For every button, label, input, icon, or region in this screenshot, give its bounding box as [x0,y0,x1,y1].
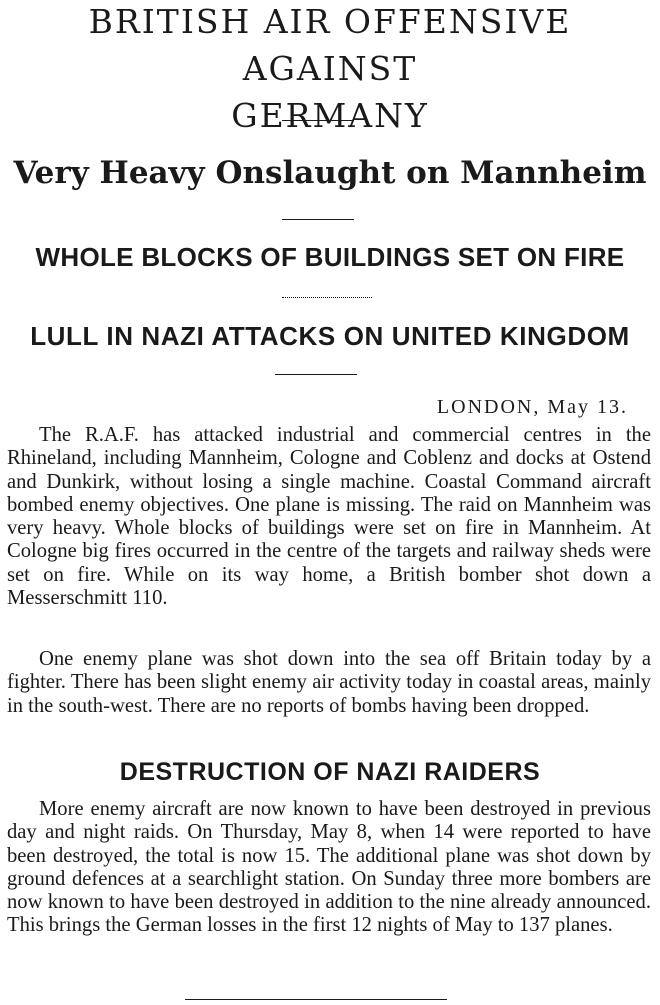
end-rule [185,999,447,1000]
article-paragraph-1: The R.A.F. has attacked industrial and commercial centres in the Rhineland, including Mannheim, Cologne and Coblenz and docks at Ostend and Dunkirk, without losing a single machine. Coastal Command aircraft bombed enemy objectives. One plane is missing. The raid on Mannheim was very heavy. Whole blocks of buildings were set on fire in Mannheim. At Cologne big fires occurred in the centre of the targets and railway sheds were set on fire. While on its way home, a British bomber shot down a Messerschmitt 110. [7,424,651,610]
article-paragraph-2: One enemy plane was shot down into the sea off Britain today by a fighter. There has been slight enemy air activity today in coastal areas, mainly in the south-west. There are no reports of bombs having been dropped. [7,648,651,717]
subheading-lull-attacks: LULL IN NAZI ATTACKS ON UNITED KINGDOM [30,321,630,351]
subheading-buildings-fire: WHOLE BLOCKS OF BUILDINGS SET ON FIRE [35,242,625,272]
dateline: LONDON, May 13. [436,396,628,418]
headline-line-2: GERMANY [231,96,429,135]
subheading-mannheim: Very Heavy Onslaught on Mannheim [13,155,647,191]
divider-rule [282,297,372,298]
divider-rule [275,374,357,375]
main-headline [0,0,660,139]
divider-rule [282,219,354,220]
headline-line-1: BRITISH AIR OFFENSIVE AGAINST [88,2,572,88]
article-paragraph-3: More enemy aircraft are now known to have been destroyed in previous day and night raids. On Thursday, May 8, when 14 were reported to have been destroyed, the total is now 15. The additional plane was shot down by ground defences at a searchlight station. On Sunday three more bombers are now known to have been destroyed in addition to the nine already announced. This brings the German losses in the first 12 nights of May to 137 planes. [7,798,651,937]
section-heading-nazi-raiders: DESTRUCTION OF NAZI RAIDERS [119,758,541,786]
divider-rule [282,120,354,121]
